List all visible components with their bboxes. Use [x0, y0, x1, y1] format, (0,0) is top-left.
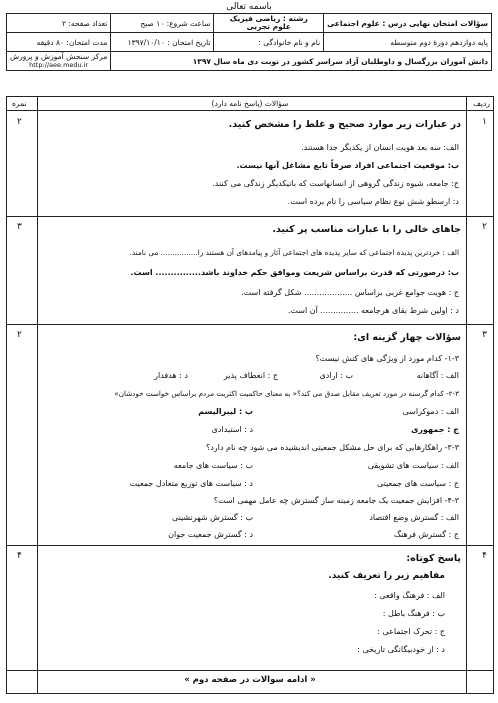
start-time-cell: ساعت شروع: ۱۰ صبح — [111, 14, 214, 33]
q1-heading: در عبارات زیر موارد صحیح و غلط را مشخص کنید. — [228, 119, 461, 130]
duration-cell: مدت امتحان: ۸۰ دقیقه — [7, 33, 111, 52]
q3-s3-opt-a: الف : سیاست های تشویقی — [367, 461, 459, 470]
q1-item-d: د: ارسطو شش نوع نظام سیاسی را نام برده است. — [287, 197, 459, 206]
q3-s2-opt-c: ج : جمهوری — [411, 425, 459, 434]
q4-heading: پاسخ کوتاه: — [406, 553, 461, 564]
q1-item-c: ج: جامعه، شیوه زندگی گروهی از انسانهاست که باتیکدیگر زندگی می کنند. — [212, 179, 459, 188]
column-header-row — [7, 97, 493, 111]
q3-s1-opt-d: د : هدفدار — [154, 371, 188, 380]
q2-number: ۲ — [482, 222, 487, 232]
exam-header-table — [6, 13, 492, 71]
field-label: رشته : ریاضی فیزیک — [229, 14, 308, 23]
course-cell: سؤالات امتحان نهایی درس : علوم اجتماعی — [324, 14, 492, 33]
q2-score: ۳ — [17, 222, 22, 232]
q3-s3-opt-c: ج : سیاست های جمعیتی — [377, 479, 459, 488]
q1-number: ۱ — [482, 117, 487, 127]
q4-subheading: مفاهیم زیر را تعریف کنید. — [328, 571, 445, 581]
q3-sub1: ۱-۳- کدام مورد از ویژگی های کنش نیست؟ — [315, 354, 459, 363]
question-4 — [7, 545, 493, 671]
q3-number: ۳ — [482, 330, 487, 340]
center-name: مرکز سنجش آموزش و پرورش — [10, 52, 108, 61]
q4-item-b: ب : فرهنگ باطل : — [382, 609, 445, 618]
student-name-cell: نام و نام خانوادگی : — [214, 33, 324, 52]
question-3 — [7, 324, 493, 546]
q3-score: ۲ — [17, 330, 22, 340]
q3-s3-opt-b: ب : سیاست های جامعه — [173, 461, 253, 470]
q3-s1-opt-b: ب : ارادی — [319, 371, 353, 380]
grade-cell: پایه دوازدهم دورۀ دوم متوسطه — [324, 33, 492, 52]
center-url: http://aee.medu.ir — [29, 61, 89, 69]
q3-s4-opt-b: ب : گسترش شهرنشینی — [171, 513, 253, 522]
q3-s1-opt-c: ج : انعطاف پذیر — [223, 371, 278, 380]
q3-sub4: ۴-۳- افزایش جمعیت یک جامعه زمینه ساز گسترش چه عامل مهمی است؟ — [213, 496, 459, 505]
q4-item-d: د : از خودبیگانگی تاریخی : — [357, 645, 445, 654]
exam-session-cell: دانش آموزان بزرگسال و داوطلبان آزاد سراسر کشور در نوبت دی ماه سال ۱۳۹۷ — [111, 52, 492, 71]
q2-item-d: د : اولین شرط بقای هرجامعه ............... آن است. — [287, 306, 459, 315]
questions-table — [6, 96, 494, 694]
q2-item-c: ج : هویت جوامع غربی براساس ................... شکل گرفته است. — [241, 288, 459, 297]
q3-sub3: ۳-۳- راهکارهایی که برای حل مشکل جمعیتی اندیشیده می شود چه نام دارد؟ — [206, 443, 459, 452]
q4-number: ۴ — [482, 551, 487, 561]
q3-s1-opt-a: الف : آگاهانه — [416, 371, 459, 380]
q3-sub2: ۲-۳- کدام گرسنه در مورد تعریف مقابل صدق می کند؟« به معنای حاکمیت اکثریت مردم براساس خواست خودشان» — [114, 389, 459, 398]
q3-s2-opt-a: الف : دموکراسی — [402, 407, 459, 416]
field-cell — [214, 14, 324, 33]
question-1 — [7, 111, 493, 217]
q3-s2-opt-d: د : استبدادی — [211, 425, 253, 434]
q3-s3-opt-d: د : سیاست های توزیع متعادل جمعیت — [129, 479, 253, 488]
question-2 — [7, 216, 493, 325]
q3-heading: سؤالات چهار گزینه ای: — [353, 332, 461, 343]
page-count-cell: تعداد صفحه: ۲ — [7, 14, 111, 33]
q1-score: ۲ — [17, 117, 22, 127]
q3-s4-opt-a: الف : گسترش وضع اقتصاد — [369, 513, 459, 522]
field-label-2: علوم تجربی — [246, 22, 291, 31]
q3-s4-opt-d: د : گسترش جمعیت جوان — [168, 530, 253, 539]
col-questions-label: سؤالات (پاسخ نامه دارد) — [211, 99, 289, 108]
col-score-label: نمره — [12, 99, 27, 108]
continue-note: « ادامه سوالات در صفحه دوم » — [184, 675, 316, 685]
q3-s4-opt-c: ج : گسترش فرهنگ — [393, 530, 459, 539]
center-cell — [7, 52, 111, 71]
q2-item-a: الف : خردترین پدیده اجتماعی که سایر پدیده های اجتماعی آثار و پیامدهای آن هستند را................ می نامند. — [129, 248, 459, 257]
q2-item-b: ب: درصورتی که قدرت براساس شریعت وموافق حکم خداوند باشد............... است. — [130, 268, 459, 277]
page-title: باسمه تعالی — [226, 2, 272, 12]
q2-heading: جاهای خالی را با عبارات مناسب پر کنید. — [272, 224, 461, 235]
q1-item-a: الف: سه بعد هویت انسان از یکدیگر جدا هستند. — [301, 143, 459, 152]
q4-score: ۴ — [17, 551, 22, 561]
q4-item-c: ج : تحرک اجتماعی : — [377, 627, 445, 636]
q3-s2-opt-b: ب : لیبرالیسم — [198, 407, 253, 416]
q4-item-a: الف : فرهنگ واقعی : — [374, 591, 445, 600]
exam-date-cell: تاریخ امتحان : ۱۳۹۷/۱۰/۱۰ — [111, 33, 214, 52]
q1-item-b: ب: موقعیت اجتماعی افراد صرفاً تابع مشاغل آنها نیست. — [236, 161, 459, 170]
col-row-label: ردیف — [473, 99, 490, 108]
